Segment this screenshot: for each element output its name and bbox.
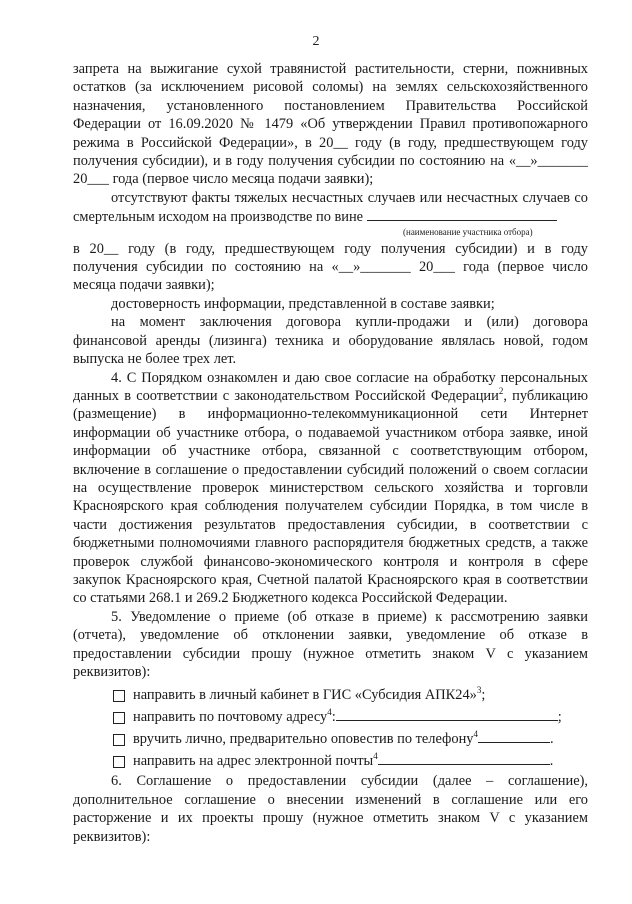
option-personal-delivery[interactable]: вручить лично, предварительно оповестив по телефону$^4$ . xyxy=(73,728,588,750)
option-label: вручить лично, предварительно оповестив по телефону xyxy=(133,731,474,748)
option-label: направить на адрес электронной почты xyxy=(133,753,374,770)
email-blank[interactable] xyxy=(378,751,550,765)
paragraph-accidents-period: в 20__ году (в году, предшествующем году получения субсидии) и в году получения субсидии по состоянию на «__»_______ 20___ года (первое число месяца подачи заявки); xyxy=(73,240,588,294)
paragraph-accidents-text: отсутствуют факты тяжелых несчастных случаев или несчастных случаев со смертельным исходом на производстве по вине xyxy=(73,189,588,226)
participant-caption: (наименование участника отбора) xyxy=(403,226,533,237)
postal-address-blank[interactable] xyxy=(336,707,558,721)
checkbox[interactable] xyxy=(113,712,125,724)
footnote-mark-2: 2 xyxy=(498,386,504,397)
option-postal-address[interactable]: направить по почтовому адресу$^4$: ; xyxy=(73,706,588,728)
paragraph-consent-text-b: , публикацию (размещение) в информационно-телекоммуникационной сети Интернет информации об участнике отбора, о подаваемой участником отбора заявке, иной информации об участнике отбора, связанной с соответствующим отбором, включение в соглашение о предоставлении субсидий положений о своем согласии на осуществление проверок министерством сельского хозяйства и торговли Красноярского края соблюдения получателем субсидии Порядка, в том числе в части достижения результатов предоставления субсидии, в соответствии с бюджетными полномочиями главного распорядителя бюджетных средств, а также проверок службой финансово-экономического контроля и контроля в сфере закупок Красноярского края, Счетной палатой Красноярского края в соответствии со статьями 268.1 и 269.2 Бюджетного кодекса Российской Федерации. xyxy=(73,387,589,607)
checkbox[interactable] xyxy=(113,756,125,768)
paragraph-accidents xyxy=(73,189,588,227)
paragraph-notification: 5. Уведомление о приеме (об отказе в приеме) к рассмотрению заявки (отчета), уведомление об отклонении заявки, уведомление об отказе в предоставлении субсидии прошу (нужное отметить знаком V с указанием реквизитов): xyxy=(73,608,588,680)
paragraph-reliability: достоверность информации, представленной в составе заявки; xyxy=(111,295,495,312)
paragraph-agreement: 6. Соглашение о предоставлении субсидии (далее – соглашение), дополнительное соглашение о внесении изменений в соглашение или его расторжение и их проекты прошу (нужное отметить знаком V с указанием реквизитов): xyxy=(73,773,588,845)
option-gis-cabinet[interactable]: направить в личный кабинет в ГИС «Субсидия АПК24»$^3$; xyxy=(73,684,588,706)
option-label: направить по почтовому адресу xyxy=(133,709,328,726)
paragraph-fire-ban: запрета на выжигание сухой травянистой растительности, стерни, пожнивных остатков (за исключением рисовой соломы) на землях сельскохозяйственного назначения, установленного постановлением Правительства Российской Федерации от 16.09.2020 № 1479 «Об утверждении Правил противопожарного режима в Российской Федерации», в 20__ году (в году, предшествующем году получения субсидии), и в году получения субсидии по состоянию на «__»_______ 20___ года (первое число месяца подачи заявки); xyxy=(73,61,588,188)
checkbox[interactable] xyxy=(113,690,125,702)
phone-blank[interactable] xyxy=(478,729,550,743)
option-email[interactable]: направить на адрес электронной почты$^4$ . xyxy=(73,750,588,772)
checkbox[interactable] xyxy=(113,734,125,746)
document-body xyxy=(73,60,588,846)
paragraph-consent-text-a: 4. С Порядком ознакомлен и даю свое согласие на обработку персональных данных в соответствии с законодательством Российской Федерации xyxy=(73,369,588,404)
option-label: направить в личный кабинет в ГИС «Субсидия АПК24» xyxy=(133,687,477,704)
paragraph-consent xyxy=(73,369,588,608)
page-number: 2 xyxy=(312,34,320,49)
participant-caption-row xyxy=(73,227,588,240)
participant-name-blank xyxy=(367,207,557,221)
paragraph-new-equipment: на момент заключения договора купли-продажи и (или) договора финансовой аренды (лизинга) техника и оборудование являлась новой, годом выпуска не более трех лет. xyxy=(73,314,588,368)
